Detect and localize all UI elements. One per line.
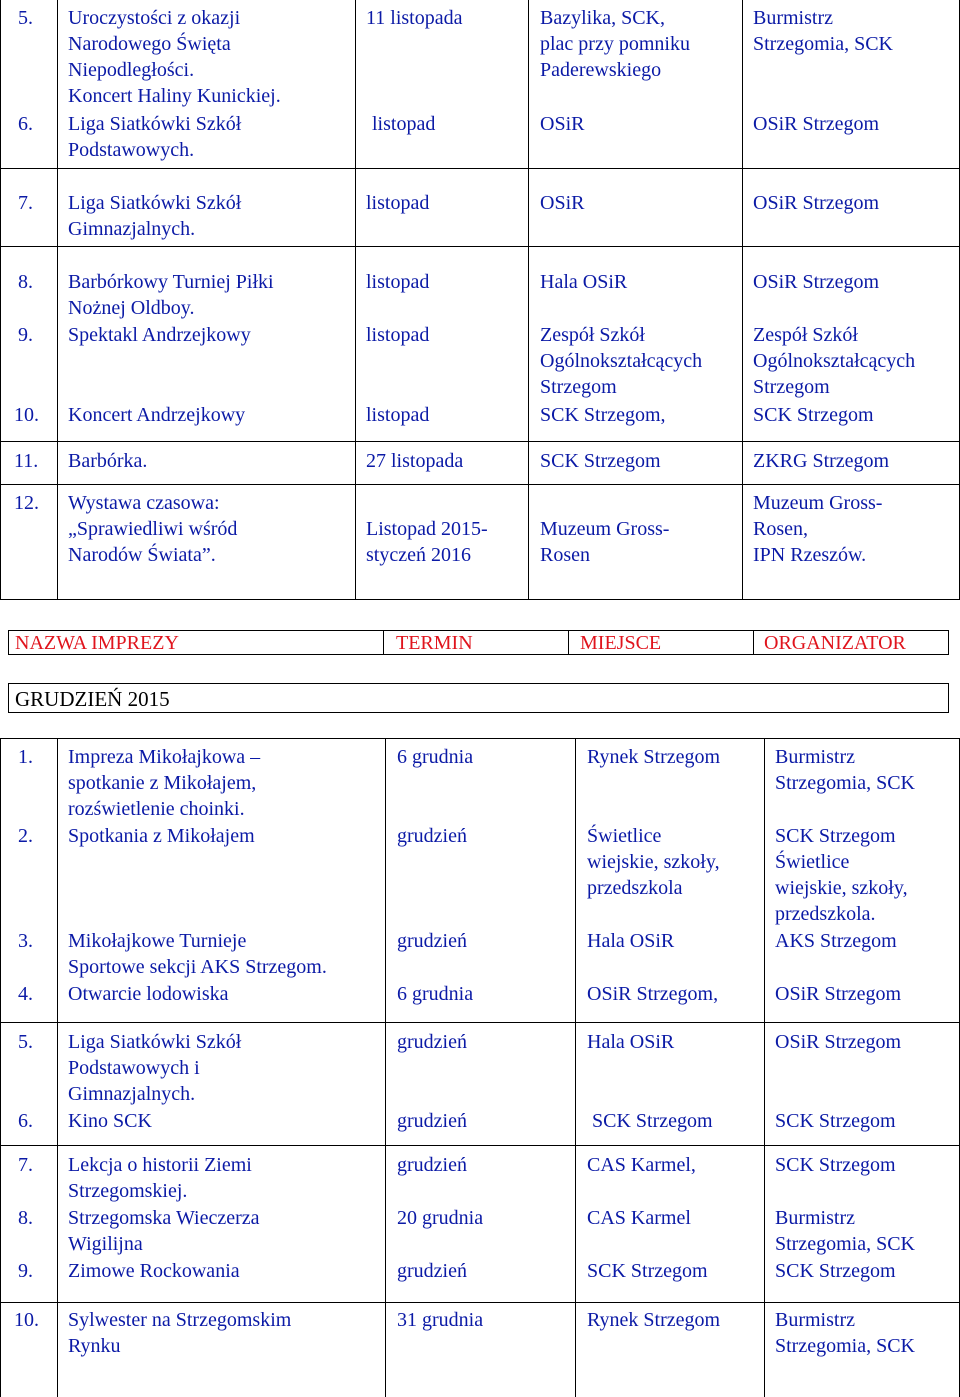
event-place-line: Strzegom [540, 376, 617, 398]
event-organizer: ZKRG Strzegom [753, 450, 890, 472]
event-place: OSiR Strzegom, [587, 983, 719, 1005]
event-place: CAS Karmel, [587, 1154, 696, 1176]
row-number: 8. [18, 1207, 33, 1229]
event-organizer: SCK Strzegom [775, 1110, 896, 1132]
event-organizer: AKS Strzegom [775, 930, 897, 952]
event-organizer-line: Świetlice [775, 851, 850, 873]
event-name-line: Gimnazjalnych. [68, 218, 196, 240]
row-number: 9. [18, 324, 33, 346]
row-number: 6. [18, 1110, 33, 1132]
event-name-line: Barbórkowy Turniej Piłki [68, 271, 274, 293]
event-term: grudzień [397, 930, 467, 952]
event-name-line: Podstawowych i [68, 1057, 200, 1079]
event-name-line: Uroczystości z okazji [68, 7, 241, 29]
row-number: 9. [18, 1260, 33, 1282]
row-number: 10. [14, 404, 39, 426]
event-place-line: Świetlice [587, 825, 662, 847]
event-organizer: SCK Strzegom [775, 1260, 896, 1282]
event-name-line: Sportowe sekcji AKS Strzegom. [68, 956, 327, 978]
event-term: listopad [366, 271, 430, 293]
event-term: grudzień [397, 1110, 467, 1132]
event-name-line: Podstawowych. [68, 139, 195, 161]
event-name-line: Narodów Świata”. [68, 544, 216, 566]
event-organizer-line: Zespół Szkół [753, 324, 858, 346]
event-organizer: SCK Strzegom [775, 1154, 896, 1176]
row-number: 5. [18, 7, 33, 29]
event-term: 11 listopada [366, 7, 463, 29]
header-place: MIEJSCE [580, 632, 662, 654]
event-organizer-line: IPN Rzeszów. [753, 544, 867, 566]
event-place: OSiR [540, 192, 585, 214]
event-place: Rynek Strzegom [587, 1309, 721, 1331]
event-name: Kino SCK [68, 1110, 152, 1132]
event-place-line: Paderewskiego [540, 59, 662, 81]
event-name-line: Wystawa czasowa: [68, 492, 220, 514]
event-term: 27 listopada [366, 450, 464, 472]
event-place-line: przedszkola [587, 877, 683, 899]
event-organizer: OSiR Strzegom [775, 983, 902, 1005]
event-place: SCK Strzegom [587, 1260, 708, 1282]
event-name-line: Liga Siatkówki Szkół [68, 1031, 242, 1053]
event-organizer: OSiR Strzegom [753, 113, 880, 135]
event-place: Rynek Strzegom [587, 746, 721, 768]
event-term-line: styczeń 2016 [366, 544, 471, 566]
row-number: 10. [14, 1309, 39, 1331]
event-name-line: Lekcja o historii Ziemi [68, 1154, 252, 1176]
event-name-line: Liga Siatkówki Szkół [68, 113, 242, 135]
event-term: listopad [366, 404, 430, 426]
event-organizer-line: Strzegom [753, 376, 830, 398]
section-title: GRUDZIEŃ 2015 [15, 687, 170, 711]
row-number: 7. [18, 1154, 33, 1176]
event-name: Koncert Andrzejkowy [68, 404, 246, 426]
event-organizer-line: Burmistrz [775, 1207, 855, 1229]
row-number: 5. [18, 1031, 33, 1053]
event-organizer: OSiR Strzegom [775, 1031, 902, 1053]
event-place-line: Rosen [540, 544, 590, 566]
event-name-line: Gimnazjalnych. [68, 1083, 196, 1105]
row-number: 8. [18, 271, 33, 293]
event-name-line: Impreza Mikołajkowa – [68, 746, 261, 768]
event-place: SCK Strzegom [592, 1110, 713, 1132]
event-organizer-line: Rosen, [753, 518, 808, 540]
row-number: 11. [14, 450, 39, 472]
event-place: Hala OSiR [587, 930, 675, 952]
event-organizer-line: Strzegomia, SCK [775, 772, 915, 794]
event-place-line: Ogólnokształcących [540, 350, 703, 372]
event-place-line: wiejskie, szkoły, [587, 851, 720, 873]
event-place-line: plac przy pomniku [540, 33, 690, 55]
event-name-line: Koncert Haliny Kunickiej. [68, 85, 281, 107]
event-term: listopad [366, 192, 430, 214]
event-name-line: Narodowego Święta [68, 33, 231, 55]
event-name-line: spotkanie z Mikołajem, [68, 772, 257, 794]
event-term: 6 grudnia [397, 983, 474, 1005]
event-term: grudzień [397, 825, 467, 847]
event-place: CAS Karmel [587, 1207, 691, 1229]
event-name: Spektakl Andrzejkowy [68, 324, 251, 346]
event-term: 20 grudnia [397, 1207, 484, 1229]
event-term: grudzień [397, 1260, 467, 1282]
event-organizer-line: Burmistrz [753, 7, 833, 29]
event-name-line: Strzegomskiej. [68, 1180, 188, 1202]
event-organizer-line: Strzegomia, SCK [753, 33, 893, 55]
event-name-line: Mikołajkowe Turnieje [68, 930, 247, 952]
event-name-line: „Sprawiedliwi wśród [68, 518, 238, 540]
event-name-line: Strzegomska Wieczerza [68, 1207, 260, 1229]
event-organizer: OSiR Strzegom [753, 271, 880, 293]
row-number: 2. [18, 825, 33, 847]
event-place: SCK Strzegom, [540, 404, 666, 426]
event-name-line: Rynku [68, 1335, 121, 1357]
event-name: Zimowe Rockowania [68, 1260, 240, 1282]
header-term: TERMIN [396, 632, 473, 654]
event-organizer: SCK Strzegom [753, 404, 874, 426]
event-organizer: OSiR Strzegom [753, 192, 880, 214]
event-organizer-line: SCK Strzegom [775, 825, 896, 847]
event-term: grudzień [397, 1154, 467, 1176]
event-term: grudzień [397, 1031, 467, 1053]
event-organizer-line: Burmistrz [775, 1309, 855, 1331]
event-organizer-line: Muzeum Gross- [753, 492, 883, 514]
event-name-line: Wigilijna [68, 1233, 143, 1255]
event-place-line: Muzeum Gross- [540, 518, 670, 540]
event-name-line: rozświetlenie choinki. [68, 798, 245, 820]
event-term-line: Listopad 2015- [366, 518, 488, 540]
event-place: OSiR [540, 113, 585, 135]
event-term: 31 grudnia [397, 1309, 484, 1331]
event-organizer-line: wiejskie, szkoły, [775, 877, 908, 899]
event-name-line: Niepodległości. [68, 59, 195, 81]
event-organizer-line: Ogólnokształcących [753, 350, 916, 372]
event-name: Spotkania z Mikołajem [68, 825, 255, 847]
row-number: 7. [18, 192, 33, 214]
event-place-line: Bazylika, SCK, [540, 7, 665, 29]
event-place-line: Zespół Szkół [540, 324, 645, 346]
event-organizer-line: przedszkola. [775, 903, 876, 925]
row-number: 6. [18, 113, 33, 135]
event-organizer-line: Burmistrz [775, 746, 855, 768]
header-organizer: ORGANIZATOR [764, 632, 906, 654]
event-term: 6 grudnia [397, 746, 474, 768]
row-number: 3. [18, 930, 33, 952]
event-organizer-line: Strzegomia, SCK [775, 1335, 915, 1357]
event-name-line: Sylwester na Strzegomskim [68, 1309, 292, 1331]
event-name-line: Liga Siatkówki Szkół [68, 192, 242, 214]
event-place: Hala OSiR [540, 271, 628, 293]
event-place: Hala OSiR [587, 1031, 675, 1053]
event-organizer-line: Strzegomia, SCK [775, 1233, 915, 1255]
header-name: NAZWA IMPREZY [15, 632, 179, 654]
event-name-line: Nożnej Oldboy. [68, 297, 195, 319]
row-number: 1. [18, 746, 33, 768]
event-place: SCK Strzegom [540, 450, 661, 472]
event-name: Barbórka. [68, 450, 148, 472]
row-number: 4. [18, 983, 33, 1005]
event-term: listopad [372, 113, 436, 135]
row-number: 12. [14, 492, 39, 514]
event-name: Otwarcie lodowiska [68, 983, 229, 1005]
event-term: listopad [366, 324, 430, 346]
